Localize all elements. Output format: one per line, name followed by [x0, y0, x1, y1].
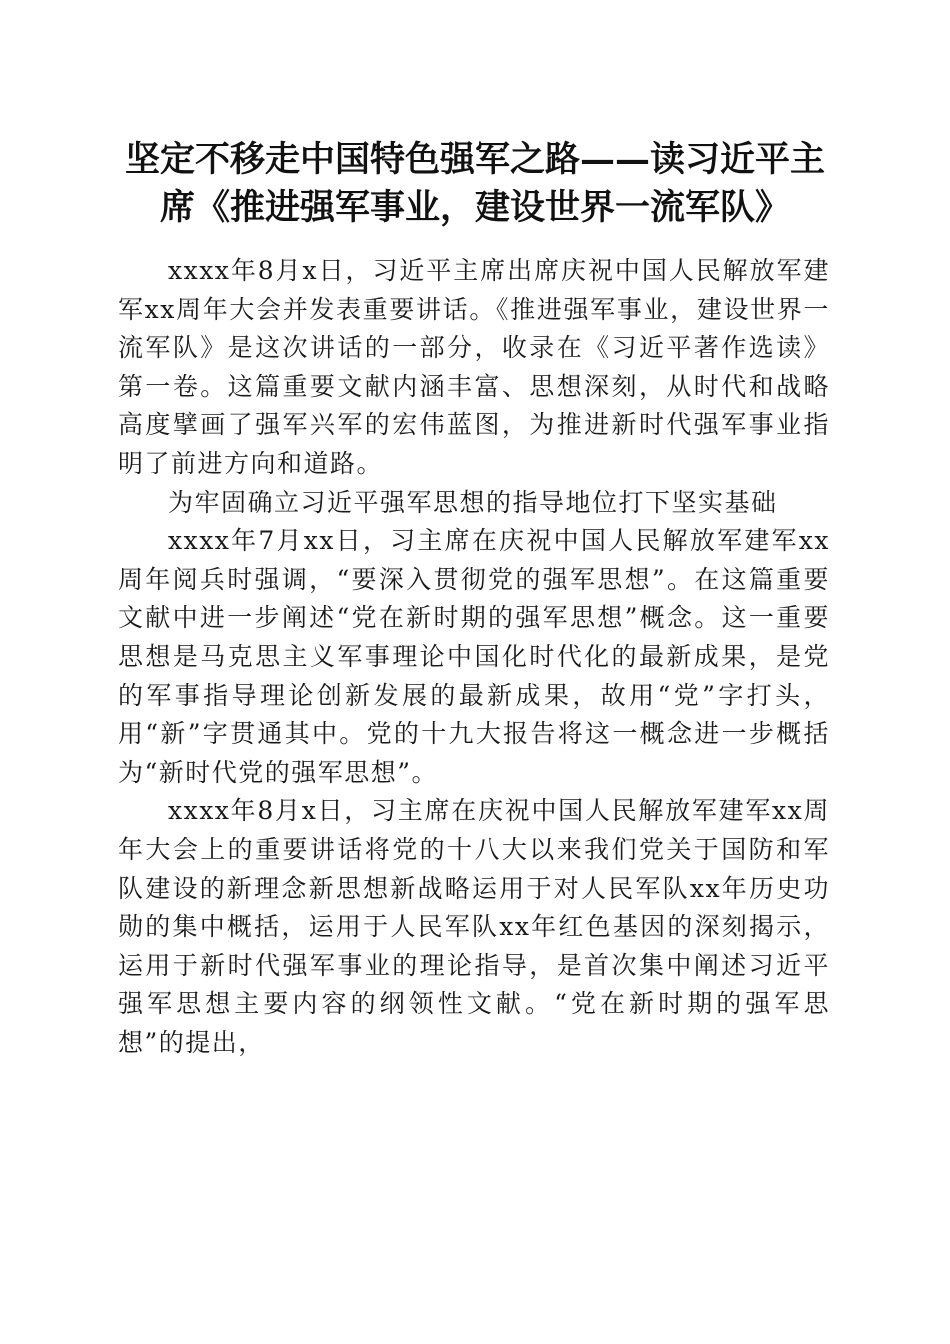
section-heading: 为牢固确立习近平强军思想的指导地位打下坚实基础 [168, 487, 778, 517]
paragraph-2017: xxxx年7月xx日，习主席在庆祝中国人民解放军建军xx周年阅兵时强调，“要深入贯彻党的强军思想”。在这篇重要文献中进一步阐述“党在新时期的强军思想”概念。这一重要思想是马克思主义军事理论中国化时代化的最新成果，是党的军事指导理论创新发展的最新成果，故用“党”字打头，用“新”字贯通其中。党的十九大报告将这一概念进一步概括为“新时代党的强军思想”。 [118, 526, 830, 787]
paragraph-intro: xxxx年8月x日，习近平主席出席庆祝中国人民解放军建军xx周年大会并发表重要讲话。《推进强军事业，建设世界一流军队》是这次讲话的一部分，收录在《习近平著作选读》第一卷。这篇重要文献内涵丰富、思想深刻，从时代和战略高度擘画了强军兴军的宏伟蓝图，为推进新时代强军事业指明了前进方向和道路。 [118, 256, 830, 478]
document-body [118, 252, 830, 1062]
document-title [110, 136, 840, 232]
title-line-2: 席《推进强军事业，建设世界一流军队》 [159, 187, 790, 228]
title-line-1: 坚定不移走中国特色强军之路——读习近平主 [124, 139, 825, 180]
paragraph-speech: xxxx年8月x日，习主席在庆祝中国人民解放军建军xx周年大会上的重要讲话将党的十八大以来我们党关于国防和军队建设的新理念新思想新战略运用于对人民军队xx年历史功勋的集中概括，运用于人民军队xx年红色基因的深刻揭示，运用于新时代强军事业的理论指导，是首次集中阐述习近平强军思想主要内容的纲领性文献。“党在新时期的强军思想”的提出， [118, 796, 830, 1057]
